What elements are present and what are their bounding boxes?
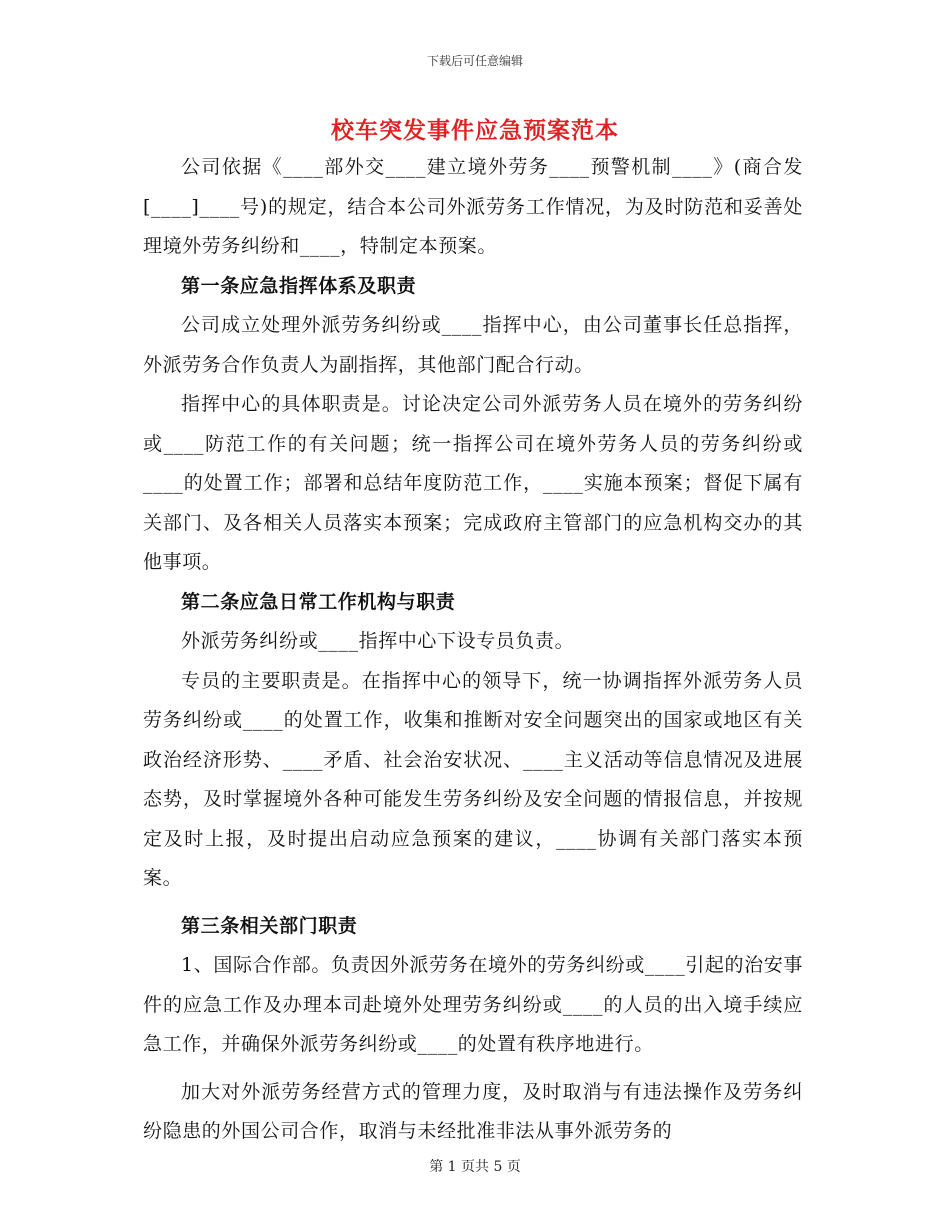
paragraph-specialist-duties: 专员的主要职责是。在指挥中心的领导下，统一协调指挥外派劳务人员劳务纠纷或____的处置工作，收集和推断对安全问题突出的国家或地区有关政治经济形势、____矛盾、社会治安状况、____主义活动等信息情况及进展态势，及时掌握境外各种可能发生劳务纠纷及安全问题的情报信息，并按规定及时上报，及时提出启动应急预案的建议，____协调有关部门落实本预案。 bbox=[143, 669, 803, 889]
document-title: 校车突发事件应急预案范本 bbox=[331, 118, 619, 144]
paragraph-intro: 公司依据《____部外交____建立境外劳务____预警机制____》(商合发[____]____号)的规定，结合本公司外派劳务工作情况，为及时防范和妥善处理境外劳务纠纷和____，特制定本预案。 bbox=[143, 156, 803, 257]
document-body bbox=[143, 148, 803, 1152]
page-number-footer: 第 1 页共 5 页 bbox=[429, 1159, 521, 1175]
paragraph-specialist: 外派劳务纠纷或____指挥中心下设专员负责。 bbox=[181, 630, 575, 652]
paragraph-international-dept: 1、国际合作部。负责因外派劳务在境外的劳务纠纷或____引起的治安事件的应急工作及办理本司赴境外处理劳务纠纷或____的人员的出入境手续应急工作，并确保外派劳务纠纷或____的处置有秩序地进行。 bbox=[143, 954, 803, 1055]
section-heading-article-3: 第三条相关部门职责 bbox=[181, 914, 358, 937]
section-heading-article-1: 第一条应急指挥体系及职责 bbox=[181, 274, 417, 297]
page-header-note: 下载后可任意编辑 bbox=[426, 54, 523, 68]
paragraph-command-duties: 指挥中心的具体职责是。讨论决定公司外派劳务人员在境外的劳务纠纷或____防范工作的有关问题；统一指挥公司在境外劳务人员的劳务纠纷或____的处置工作；部署和总结年度防范工作，____实施本预案；督促下属有关部门、及各相关人员落实本预案；完成政府主管部门的应急机构交办的其他事项。 bbox=[143, 393, 803, 573]
section-heading-article-2: 第二条应急日常工作机构与职责 bbox=[181, 590, 456, 613]
paragraph-management: 加大对外派劳务经营方式的管理力度，及时取消与有违法操作及劳务纠纷隐患的外国公司合作，取消与未经批准非法从事外派劳务的 bbox=[143, 1080, 803, 1142]
paragraph-command-center: 公司成立处理外派劳务纠纷或____指挥中心，由公司董事长任总指挥，外派劳务合作负责人为副指挥，其他部门配合行动。 bbox=[143, 314, 803, 376]
